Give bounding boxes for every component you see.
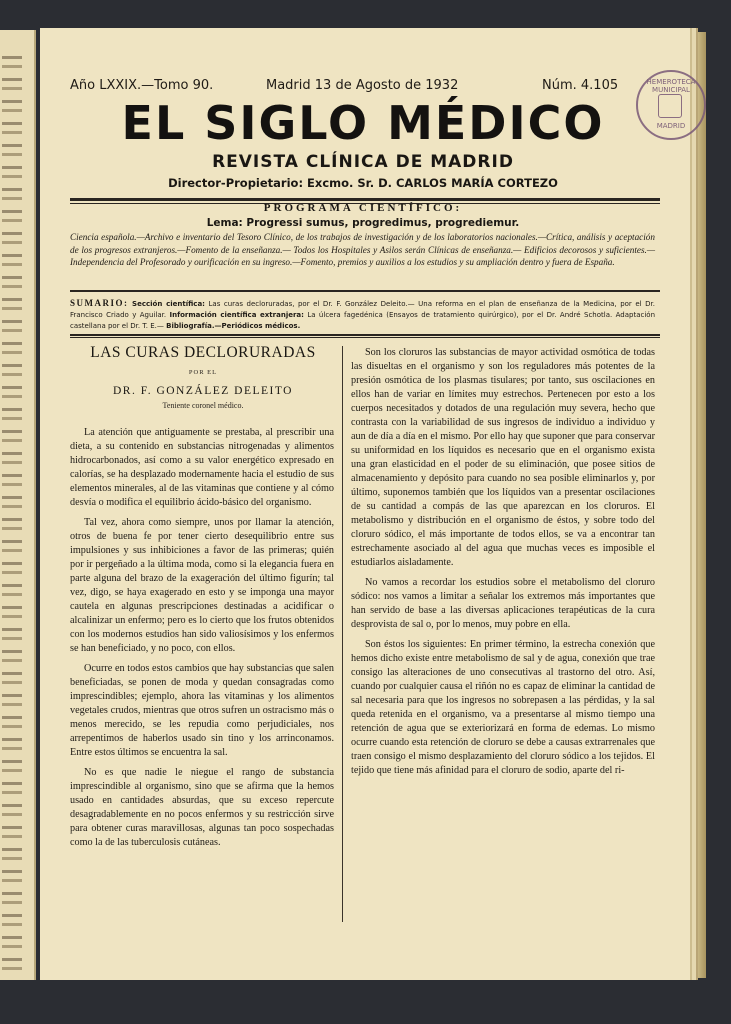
decorative-border bbox=[2, 50, 22, 970]
sumario-section1-text: Las curas decloruradas, por el Dr. F. González Deleito.— Una reforma en el plan de enseñanza de la Medicina, por el Dr. Francisco Criado y Aguilar. bbox=[70, 300, 655, 319]
article-por: POR EL bbox=[188, 369, 218, 376]
year-tomo: Año LXXIX.—Tomo 90. bbox=[70, 78, 214, 93]
divider bbox=[70, 290, 660, 292]
paragraph: No es que nadie le niegue el rango de substancia imprescindible al organismo, sino que se afirma que la hemos usado en cantidades absurdas, que su exceso repercute desagradablemente en no pocos enfermos y su restricción sirve para obtener curas maravillosas, algunas tan poco sospechadas como la de las tuberculosis cutáneas. bbox=[70, 767, 334, 848]
left-facing-page bbox=[0, 30, 36, 980]
crest-icon bbox=[658, 94, 682, 118]
masthead-director: Director-Propietario: Excmo. Sr. D. CARLOS MARÍA CORTEZO bbox=[168, 176, 558, 190]
article-column-2 bbox=[351, 346, 655, 778]
divider bbox=[70, 334, 660, 336]
paragraph: Son éstos los siguientes: En primer término, la estrecha conexión que hemos dicho existe entre metabolismo de sal y de agua, conexión que trae consigo las alteraciones de uno consecutivas al trastorno del otro. Así, cuando por cualquier causa el riñón no es capaz de eliminar la cantidad de sal necesaria para que los ingresos no sobrepasen a las pérdidas, y la sal queda retenida en el organismo, va a presentarse al mismo tiempo una retención de agua que se exteriorizará en forma de edemas. Lo mismo ocurre cuando esta retención de cloruro se debe a causas extrarrenales que traen consigo el mismo desplazamiento del cloruro sódico a los tejidos. El tejido que tiene más afinidad para el cloruro de sodio, aparte del ri- bbox=[351, 639, 655, 776]
sumario-section1-label: Sección científica: bbox=[132, 300, 205, 308]
sumario-label: SUMARIO: bbox=[70, 298, 129, 308]
article-column-1 bbox=[70, 426, 334, 850]
paragraph: Tal vez, ahora como siempre, unos por llamar la atención, otros de buena fe por tener cierto desequilibrio entre sus impulsiones y sus inhibiciones a favor de las primeras; quién por ir pergeñado a la última moda, como si la elegancia fuera en parte alguna del brazo de la exageración del último figurín; tal vez, digo, se haya exagerado en esto y se imponga una mayor cautela en algunas prescripciones destinadas a acidificar o alcalinizar un enfermo; pero es lo cierto que los frutos obtenidos con los modernos estudios han sido valiosísimos y los enfermos se han beneficiado, y no poco, con ellos. bbox=[70, 517, 334, 654]
article-title: LAS CURAS DECLORURADAS bbox=[90, 344, 316, 361]
programa-title: PROGRAMA CIENTÍFICO: bbox=[263, 202, 463, 214]
sumario-section2-label: Información científica extranjera: bbox=[169, 311, 304, 319]
page-edge bbox=[690, 32, 706, 978]
paragraph: Ocurre en todos estos cambios que hay substancias que salen beneficiadas, se ponen de moda y quedan consagradas como imprescindibles; ejemplo, ahora las vitaminas y los alimentos vegetales crudos, mientras que otros sufren un ostracismo más o menos merecido, se les repudia como perjudiciales, nos arrepentimos de haberlos usado sin tino y los arrinconamos. Entre estos últimos se encuentra la sal. bbox=[70, 663, 334, 758]
paragraph: La atención que antiguamente se prestaba, al prescribir una dieta, a su contenido en substancias nitrogenadas y alimentos hidrocarbonados, así como a su valor energético expresado en calorías, se ha desplazado modernamente hacia el estudio de sus elementos minerales, al de las vitaminas que contiene y al cómo desvía o modifica el equilibrio ácido-básico del organismo. bbox=[70, 427, 334, 508]
divider bbox=[70, 198, 660, 201]
article-rank: Teniente coronel médico. bbox=[162, 401, 244, 410]
stamp-text-top: HEMEROTECA MUNICIPAL bbox=[646, 78, 696, 94]
masthead-subtitle: REVISTA CLÍNICA DE MADRID bbox=[212, 152, 514, 172]
sumario-section3-label: Bibliografía.—Periódicos médicos. bbox=[166, 322, 301, 330]
divider bbox=[70, 337, 660, 338]
sumario-section2-text: La úlcera fagedénica (Ensayos de tratamiento quirúrgico), por el Dr. André Schotla. Adaptación castellana por el Dr. T. E.— bbox=[70, 311, 656, 330]
programa-body: Ciencia española.—Archivo e inventario del Tesoro Clínico, de los trabajos de investigación y de los laboratorios nacionales.—Crítica, análisis y aceptación de los progresos extranjeros.—Fomento de la enseñanza.— Todos los Hospitales y Asilos serán Clínicas de enseñanza.— Edificios decorosos y suficientes.— Independencia del Profesorado y ourificación en su ingreso.—Fomento, premios y auxilios a los estudios y su ampliación dentro y fuera de España. bbox=[70, 232, 655, 267]
newspaper-page bbox=[40, 28, 696, 980]
sumario bbox=[70, 298, 655, 332]
stamp-text-bottom: MADRID bbox=[656, 122, 686, 130]
issue-number: Núm. 4.105 bbox=[542, 78, 619, 93]
masthead-title: EL SIGLO MÉDICO bbox=[121, 96, 605, 150]
paragraph: No vamos a recordar los estudios sobre el metabolismo del cloruro sódico: nos vamos a limitar a señalar los extremos más importantes que han servido de base a las diversas aplicaciones terapéuticas de la cura desprovista de sal o, por lo menos, muy pobre en ella. bbox=[351, 577, 655, 630]
paragraph: Son los cloruros las substancias de mayor actividad osmótica de todas las disueltas en el organismo y son los reguladores más potentes de la presión osmótica de los plasmas tisulares; por tanto, sus oscilaciones en ellos han de variar en límites muy estrechos. Pertenecen por esto a los cuerpos necesitados y dotados de una regulación muy severa, hecho que contrasta con la variabilidad de sus ingresos de individuo a individuo y aun de día a día en el mismo. Por ello hay que suponer que para conservar su uniformidad en los líquidos es necesario que en el organismo exista una gran elasticidad en el poder de su eliminación, que posee sitios de almacenamiento y depósito para cuando no sea posible eliminarlos y, por último, suponemos también que los líquidos van a presentar oscilaciones de su cantidad a compás de las que aparezcan en los cloruros. El metabolismo y distribución en el organismo de éstos, y sobre todo del cloruro sódico, el más importante de todos ellos, se va a encontrar tan estrechamente asociado al del agua que muchas veces es imposible el estudiarlos aisladamente. bbox=[351, 347, 655, 568]
article-author: DR. F. GONZÁLEZ DELEITO bbox=[113, 385, 293, 397]
programa-lema: Lema: Progressi sumus, progredimus, progrediemur. bbox=[206, 217, 520, 229]
column-rule bbox=[342, 346, 343, 922]
issue-date: Madrid 13 de Agosto de 1932 bbox=[266, 78, 459, 93]
